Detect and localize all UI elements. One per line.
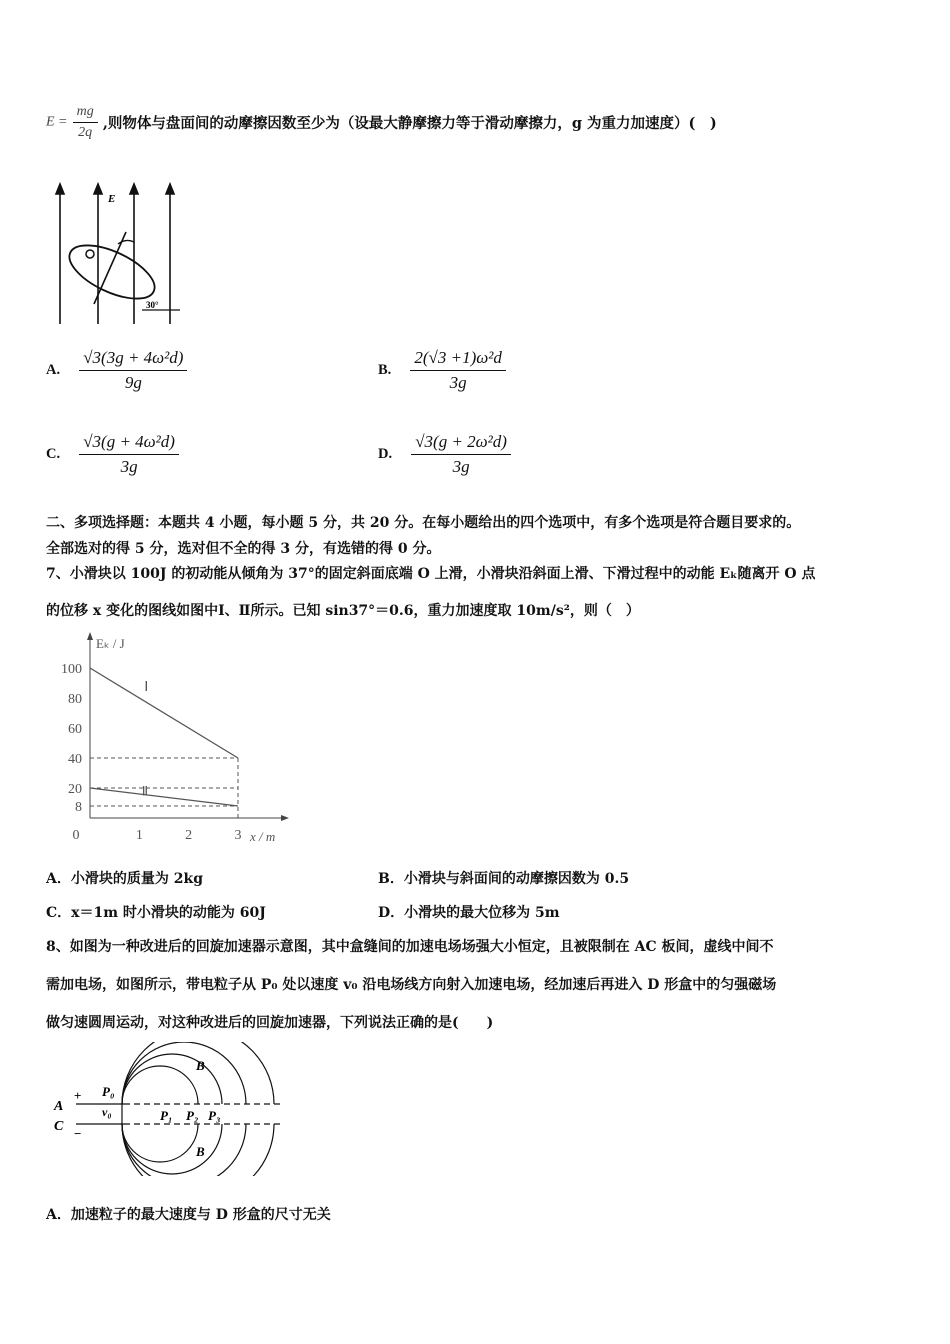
q7-option-a[interactable] (46, 868, 203, 888)
option-num: 2(√3 +1)ω²d (414, 348, 502, 367)
q6-option-c[interactable] (46, 432, 179, 477)
rotating-disk (62, 234, 162, 309)
q7-option-c[interactable] (46, 902, 266, 922)
option-num: √3(3g + 4ω²d) (83, 348, 184, 367)
e-formula-num: mg (76, 104, 94, 119)
q7-chart (46, 630, 296, 852)
option-fraction (79, 432, 179, 477)
e-formula-fraction (73, 104, 98, 141)
q7-line2: 的位移 x 变化的图线如图中Ⅰ、Ⅱ所示。已知 sin37°＝0.6，重力加速度取 10m/s²，则（ ） (46, 603, 640, 619)
option-text: 小滑块与斜面间的动摩擦因数为 0.5 (403, 871, 630, 887)
x-tick-label: 2 (185, 828, 193, 843)
q6-figure (46, 182, 186, 328)
option-letter: D． (378, 905, 405, 921)
q8-figure (46, 1042, 296, 1176)
option-letter: C. (46, 446, 61, 462)
label-p1: P₁ (160, 1108, 173, 1123)
label-a: A (54, 1099, 64, 1114)
orbit-upper-4 (122, 1042, 274, 1104)
q7-line1: 7、小滑块以 100J 的初动能从倾角为 37°的固定斜面底端 O 上滑，小滑块沿斜面上滑、下滑过程中的动能 Eₖ随离开 O 点 (46, 566, 816, 582)
option-den: 3g (79, 454, 179, 477)
option-fraction (79, 348, 187, 393)
label-plus: + (74, 1088, 82, 1103)
option-letter: B． (378, 871, 404, 887)
y-tick-label: 100 (61, 662, 82, 677)
label-b-bottom: B (196, 1144, 205, 1159)
y-tick-label: 40 (68, 752, 82, 767)
x-tick-label: 1 (135, 828, 143, 843)
option-letter: A. (46, 362, 61, 378)
option-letter: D. (378, 446, 393, 462)
x-tick-label: 0 (72, 828, 80, 843)
q7-option-d[interactable] (378, 902, 560, 922)
orbit-upper-3 (122, 1042, 246, 1104)
option-text: 加速粒子的最大速度与 D 形盒的尺寸无关 (70, 1207, 331, 1223)
option-den: 3g (411, 454, 511, 477)
label-c: C (54, 1119, 64, 1134)
orbit-lower-3 (122, 1124, 246, 1176)
q8-option-a[interactable] (46, 1204, 331, 1224)
y-tick-label: 80 (68, 692, 82, 707)
label-p3: P₃ (208, 1108, 221, 1123)
x-tick-label: 3 (234, 828, 242, 843)
q8-line2: 需加电场，如图所示，带电粒子从 P₀ 处以速度 v₀ 沿电场线方向射入加速电场，经加速后再进入 D 形盒中的匀强磁场 (46, 977, 777, 993)
y-axis-label: Eₖ / J (96, 636, 125, 651)
field-label: E (108, 193, 116, 205)
q6-stem-tail: ,则物体与盘面间的动摩擦因数至少为（设最大静摩擦力等于滑动摩擦力，g 为重力加速度）( ) (102, 115, 717, 132)
y-tick-label: 8 (75, 800, 82, 815)
x-axis-label: x / m (250, 829, 276, 844)
field-arrow-icon (94, 184, 102, 194)
option-den: 9g (79, 370, 187, 393)
option-letter: A． (46, 1207, 71, 1223)
section2-heading-line2: 全部选对的得 5 分，选对但不全的得 3 分，有选错的得 0 分。 (46, 541, 441, 557)
q6-option-a[interactable] (46, 348, 187, 393)
q6-option-d[interactable] (378, 432, 511, 477)
label-p0: P₀ (102, 1084, 115, 1099)
orbit-upper-2 (122, 1054, 222, 1104)
label-v0: v₀ (102, 1105, 112, 1119)
option-text: 小滑块的最大位移为 5m (404, 905, 560, 921)
q6-option-b[interactable] (378, 348, 506, 393)
option-text: x＝1m 时小滑块的动能为 60J (71, 905, 266, 921)
orbit-lower-2 (122, 1124, 222, 1174)
option-text: 小滑块的质量为 2kg (70, 871, 203, 887)
q7-option-b[interactable] (378, 868, 629, 888)
option-letter: A． (46, 871, 71, 887)
option-den: 3g (410, 370, 505, 393)
q8-line3: 做匀速圆周运动，对这种改进后的回旋加速器，下列说法正确的是( ) (46, 1015, 494, 1031)
small-object (86, 250, 94, 258)
y-tick-label: 60 (68, 722, 82, 737)
field-arrow-icon (166, 184, 174, 194)
y-axis-arrow-icon (87, 632, 93, 640)
series-line-2 (90, 788, 238, 806)
option-fraction (411, 432, 511, 477)
series-label-2: Ⅱ (141, 783, 149, 799)
y-tick-label: 20 (68, 782, 82, 797)
option-num: √3(g + 2ω²d) (415, 432, 507, 451)
label-b-top: B (196, 1058, 205, 1073)
option-fraction (410, 348, 505, 393)
field-arrow-icon (130, 184, 138, 194)
q8-line1: 8、如图为一种改进后的回旋加速器示意图，其中盒缝间的加速电场场强大小恒定，且被限制在 AC 板间，虚线中间不 (46, 939, 774, 955)
option-letter: C． (46, 905, 72, 921)
label-p2: P₂ (186, 1108, 199, 1123)
angle-label: 30° (146, 300, 159, 310)
option-num: √3(g + 4ω²d) (83, 432, 175, 451)
series-label-1: Ⅰ (144, 680, 149, 695)
option-letter: B. (378, 362, 392, 378)
section2-heading-line1: 二、多项选择题：本题共 4 小题，每小题 5 分，共 20 分。在每小题给出的四个选项中，有多个选项是符合题目要求的。 (46, 515, 801, 531)
label-minus: − (74, 1126, 82, 1141)
field-arrow-icon (56, 184, 64, 194)
series-line-1 (90, 668, 238, 758)
q6-stem (46, 104, 717, 141)
e-formula-lhs: E = (46, 114, 68, 130)
e-formula-den: 2q (73, 122, 98, 141)
x-axis-arrow-icon (281, 815, 289, 821)
